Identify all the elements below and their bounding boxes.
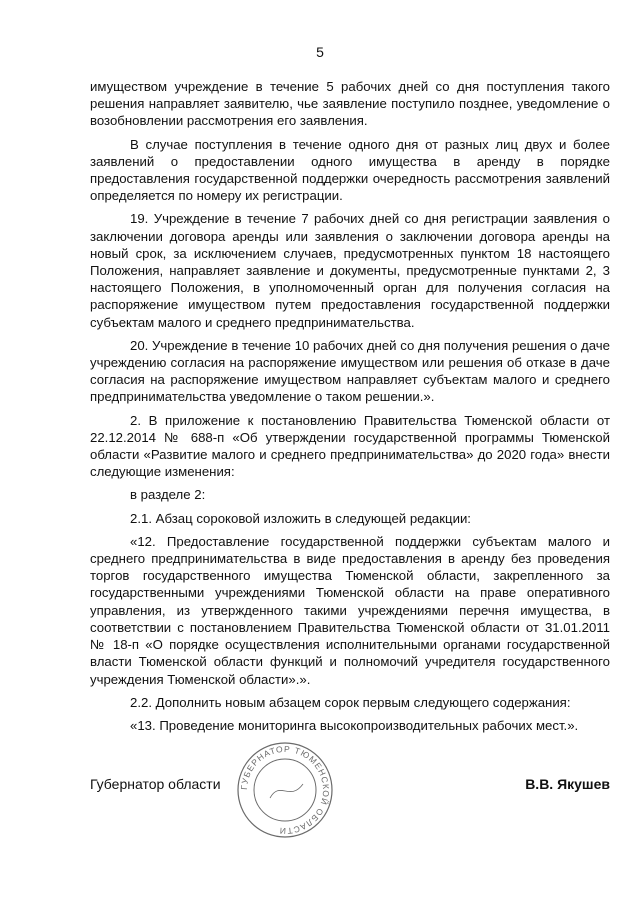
paragraph: в разделе 2: — [130, 487, 206, 503]
paragraph: 2. В приложение к постановлению Правительства Тюменской области от 22.12.2014 № 688-п «Об утверждении государственной программы Тюменской области «Развитие малого и среднего предпринимательства» до 2020 года» внести следующие изменения: — [90, 412, 610, 480]
paragraph: 2.2. Дополнить новым абзацем сорок первым следующего содержания: — [130, 694, 571, 710]
paragraph: 19. Учреждение в течение 7 рабочих дней со дня регистрации заявления о заключении договора аренды или заявления о заключении договора аренды на новый срок, за исключением случаев, предусмотренных пунктом 18 настоящего Положения, направляет заявление и документы, предусмотренные пунктами 2, 3 настоящего Положения, в уполномоченный орган для получения согласия на распоряжение имуществом путем предоставления государственной поддержки субъектам малого и среднего предпринимательства. — [90, 211, 610, 330]
signatory-name: В.В. Якушев — [525, 776, 610, 792]
paragraph: 20. Учреждение в течение 10 рабочих дней со дня получения решения о даче учреждению согласия на распоряжение имуществом или решения об отказе в даче согласия на распоряжение имуществом направляет субъектам малого и среднего предпринимательства уведомление о таком решении.». — [90, 337, 610, 405]
page-number: 5 — [316, 44, 324, 60]
svg-text:ГУБЕРНАТОР ТЮМЕНСКОЙ ОБЛАСТИ — [239, 744, 331, 836]
seal-text: ГУБЕРНАТОР ТЮМЕНСКОЙ ОБЛАСТИ — [238, 743, 332, 837]
paragraph: «13. Проведение мониторинга высокопроизводительных рабочих мест.». — [130, 717, 579, 733]
paragraph: 2.1. Абзац сороковой изложить в следующей редакции: — [130, 510, 471, 526]
document-body — [90, 78, 610, 740]
official-seal — [235, 740, 335, 840]
paragraph: В случае поступления в течение одного дня от разных лиц двух и более заявлений о предоставлении одного имущества в аренду в порядке предоставления государственной поддержки очередность рассмотрения заявлений определяется по номеру их регистрации. — [90, 136, 610, 204]
paragraph: имуществом учреждение в течение 5 рабочих дней со дня поступления такого решения направляет заявителю, чье заявление поступило позднее, уведомление о возобновлении рассмотрения его заявления. — [90, 79, 610, 129]
paragraph: «12. Предоставление государственной поддержки субъектам малого и среднего предпринимательства в виде предоставления в аренду без проведения торгов государственного имущества Тюменской области, закрепленного за государственными учреждениями Тюменской области на праве оперативного управления, из утвержденного такими учреждениями перечня имущества, в соответствии с постановлением Правительства Тюменской области от 31.01.2011 № 18-п «О порядке осуществления исполнительными органами государственной власти Тюменской области функций и полномочий учредителя государственного учреждения Тюменской области».». — [90, 533, 610, 687]
signatory-position: Губернатор области — [90, 776, 221, 792]
signature-block — [90, 740, 610, 840]
